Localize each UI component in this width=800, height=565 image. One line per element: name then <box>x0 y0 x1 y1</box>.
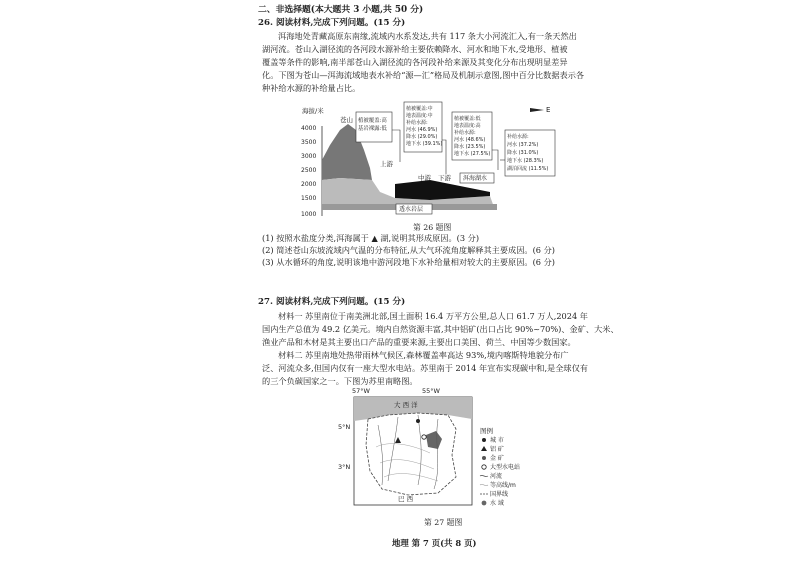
y-tick-label: 3000 <box>301 153 317 160</box>
lon-label: 57°W <box>352 387 370 395</box>
y-tick-label: 3500 <box>301 139 317 146</box>
q27-header: 27. 阅读材料,完成下列问题。(15 分) <box>258 297 406 307</box>
connector <box>392 130 400 162</box>
legend-river-icon <box>480 475 488 476</box>
material-line: 覆盖等条件的影响,南半部苍山入湖径流的各河段补给来源及其变化分布出现明显差异 <box>262 57 568 67</box>
q26-subquestions <box>262 232 555 268</box>
north-arrow <box>530 108 544 112</box>
box-4-text: 补给水源: 河水 (37.2%) 降水 (31.0%) 地下水 (28.3%) 湖泊回流 (11.5%) <box>507 134 549 172</box>
legend-gold-icon <box>482 456 486 460</box>
q27-material <box>262 310 619 388</box>
hydropower-marker <box>422 435 426 439</box>
subquestion: (1) 按照水盐度分类,洱海属于 ▲ 湖,说明其形成原因。(3 分) <box>262 233 480 243</box>
city-marker <box>416 419 420 423</box>
legend-item: 水 域 <box>490 500 504 507</box>
box-2-text: 植被覆盖:中 地表温度:中 补给水源: 河水 (46.9%) 降水 (29.0%) 地下水 (39.1%) <box>406 106 443 147</box>
material-line: 的三个负碳国家之一。下图为苏里南略图。 <box>262 376 418 386</box>
material-line: 种补给水源的补给量占比。 <box>262 83 361 93</box>
box-1-text: 植被覆盖:高 基岩裸露:低 <box>358 118 387 132</box>
subquestion: (2) 简述苍山东坡流域内气温的分布特征,从大气环流角度解释其主要成因。(6 分) <box>262 245 556 255</box>
q26-figure <box>300 100 560 225</box>
lat-label: 3°N <box>338 463 351 471</box>
y-tick-label: 2000 <box>301 181 317 188</box>
legend-water-icon <box>482 501 487 506</box>
y-tick-label: 1000 <box>301 211 317 218</box>
y-tick-label: 4000 <box>301 125 317 132</box>
material-line: 化。下图为苍山—洱海流域地表水补给“源—汇”格局及机制示意图,图中百分比数据表示各 <box>262 70 585 80</box>
q26-caption: 第 26 题图 <box>413 223 452 232</box>
legend-hydro-icon <box>482 465 486 469</box>
legend-item: 金 矿 <box>490 455 504 462</box>
legend <box>480 436 520 507</box>
legend-bauxite-icon <box>481 446 487 451</box>
section-heading: 二、非选择题(本大题共 3 小题,共 50 分) <box>258 5 424 15</box>
peak-label: 苍山 <box>340 116 353 124</box>
connector <box>492 150 498 170</box>
north-label: E <box>546 106 551 114</box>
legend-item: 城 市 <box>490 437 504 444</box>
q27-map <box>338 385 528 513</box>
sea-label: 大 西 洋 <box>394 401 418 409</box>
y-tick-label: 2500 <box>301 167 317 174</box>
legend-contour-icon <box>480 484 488 485</box>
subquestion: (3) 从水循环的角度,说明该地中游河段地下水补给量相对较大的主要原因。(6 分) <box>262 257 556 267</box>
south-label: 巴 西 <box>398 495 414 503</box>
lon-label: 55°W <box>422 387 440 395</box>
material-line: 洱海地处青藏高原东南缘,流域内水系发达,共有 117 条大小河流汇入,有一条天然出 <box>278 31 577 41</box>
page-footer: 地理 第 7 页(共 8 页) <box>392 538 477 548</box>
legend-city-icon <box>482 438 486 442</box>
material-line: 渔业产品和木材是其主要出口产品的重要来源,主要出口美国、荷兰、中国等少数国家。 <box>262 337 576 347</box>
legend-item: 等高线/m <box>490 482 516 489</box>
lat-label: 5°N <box>338 423 351 431</box>
material-line: 材料一 苏里南位于南美洲北部,国土面积 16.4 万平方公里,总人口 61.7 万人,2024 年 <box>278 311 588 321</box>
material-line: 材料二 苏里南地处热带雨林气候区,森林覆盖率高达 93%,境内喀斯特地貌分布广 <box>278 350 569 360</box>
q26-material <box>262 30 584 95</box>
lower-label: 下游 <box>438 174 451 182</box>
y-tick-label: 1500 <box>301 195 317 202</box>
legend-item: 河流 <box>490 473 503 480</box>
legend-item: 大型水电站 <box>490 464 521 471</box>
legend-title: 图例 <box>480 427 493 435</box>
legend-item: 国界线 <box>490 491 509 498</box>
material-line: 泛、河流众多,但国内仅有一座大型水电站。苏里南于 2014 年宣布实现碳中和,是全球仅有 <box>262 363 588 373</box>
legend-item: 铝 矿 <box>490 446 504 453</box>
material-line: 国内生产总值为 49.2 亿美元。境内自然资源丰富,其中铝矿(出口占比 90%~70%)、金矿、大米、 <box>262 324 619 334</box>
infiltration-label: 透水岩层 <box>399 206 424 213</box>
connector <box>442 140 446 174</box>
middle-label: 中游 <box>418 174 431 182</box>
lake-label: 洱海湖水 <box>463 175 488 182</box>
y-axis-label: 海拔/米 <box>302 107 324 115</box>
q26-header: 26. 阅读材料,完成下列问题。(15 分) <box>258 18 406 28</box>
upper-label: 上游 <box>380 160 393 168</box>
material-line: 湖河流。苍山入湖径流的各河段水源补给主要依赖降水、河水和地下水,受地形、植被 <box>262 44 568 54</box>
box-3-text: 植被覆盖:低 地表温度:高 补给水源: 河水 (48.6%) 降水 (23.5%) 地下水 (27.5%) <box>454 116 491 157</box>
q27-caption: 第 27 题图 <box>424 518 463 527</box>
y-ticks <box>301 125 316 218</box>
